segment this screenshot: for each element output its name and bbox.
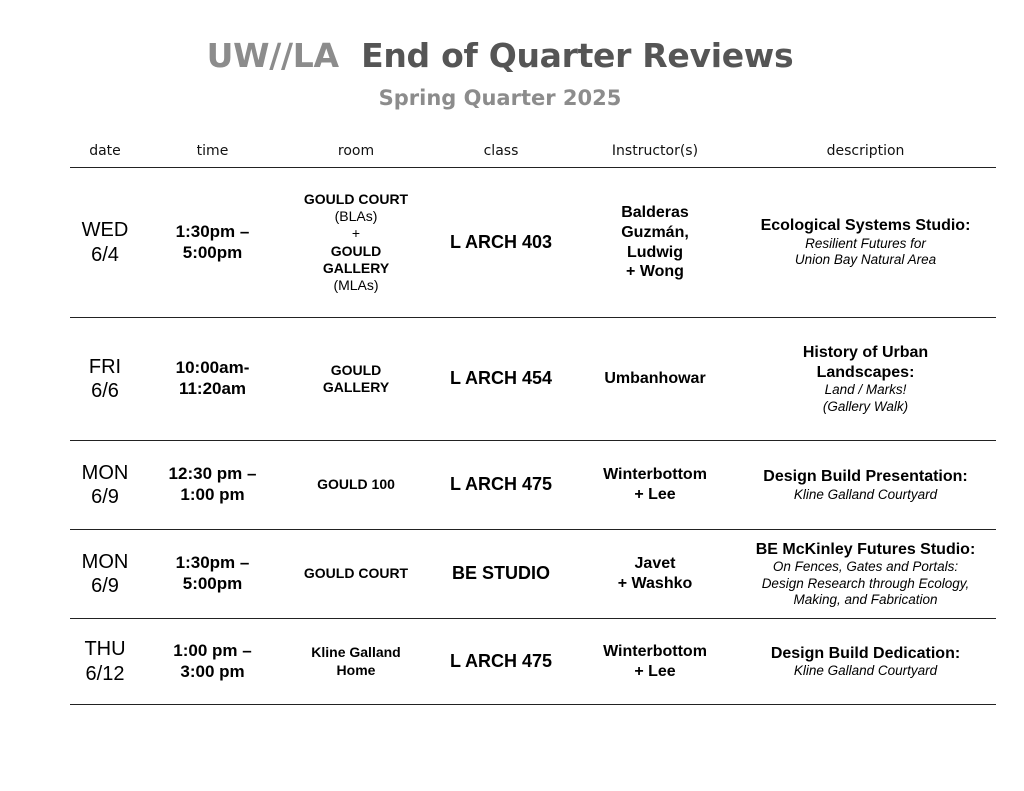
instructors-cell [575, 168, 735, 318]
date-cell [70, 168, 140, 318]
description-detail: Kline Galland Courtyard [793, 486, 938, 502]
date-line: WED [81, 219, 129, 242]
instructor-line: Umbanhowar [604, 370, 706, 388]
room-line: GOULD COURT [303, 191, 409, 208]
description-detail: Design Research through Ecology, [761, 575, 970, 591]
instructor-line: Winterbottom [603, 466, 707, 484]
date-line: THU [84, 638, 126, 661]
date-line: 6/4 [91, 243, 119, 266]
description-cell [735, 318, 996, 441]
date-line: 6/9 [91, 486, 119, 508]
description-detail: (Gallery Walk) [822, 398, 909, 414]
date-line: 6/9 [91, 575, 119, 597]
time-line: 3:00 pm [180, 661, 245, 681]
time-cell [140, 441, 285, 530]
description-cell [735, 168, 996, 318]
time-cell [140, 619, 285, 705]
description-title: Design Build Dedication: [770, 644, 961, 662]
date-line: MON [81, 461, 129, 484]
date-cell [70, 530, 140, 619]
description-cell [735, 530, 996, 619]
time-line: 1:00 pm – [173, 640, 252, 660]
time-line: 10:00am- [175, 358, 250, 378]
table-row [70, 530, 996, 619]
instructor-line: + Lee [634, 486, 676, 503]
description-detail: Union Bay Natural Area [794, 252, 937, 268]
room-line: GOULD [330, 242, 382, 259]
class-cell: L ARCH 475 [427, 619, 575, 705]
room-line: GOULD COURT [303, 565, 409, 582]
room-cell [285, 168, 427, 318]
column-header-time: time [140, 135, 285, 168]
room-line: GALLERY [322, 379, 390, 395]
room-line: GOULD [330, 361, 382, 378]
instructor-line: + Washko [617, 575, 693, 592]
instructors-cell [575, 619, 735, 705]
room-cell [285, 318, 427, 441]
table-row [70, 619, 996, 705]
column-header-date: date [70, 135, 140, 168]
description-title: BE McKinley Futures Studio: [755, 540, 976, 558]
class-cell: L ARCH 475 [427, 441, 575, 530]
time-line: 1:00 pm [180, 485, 245, 504]
date-line: 6/12 [85, 662, 125, 685]
room-line: Kline Galland [311, 644, 401, 661]
time-line: 5:00pm [182, 242, 243, 262]
instructor-line: Guzmán, [621, 223, 689, 241]
time-line: 1:30pm – [175, 553, 250, 573]
schedule-table [70, 135, 996, 705]
room-line: (BLAs) [334, 208, 378, 225]
description-detail: Land / Marks! [824, 382, 907, 398]
instructor-line: Balderas [621, 204, 689, 222]
date-line: FRI [88, 355, 122, 378]
date-line: MON [81, 550, 129, 573]
class-cell: BE STUDIO [427, 530, 575, 619]
time-cell [140, 530, 285, 619]
class-cell: L ARCH 403 [427, 168, 575, 318]
date-cell [70, 441, 140, 530]
date-cell [70, 318, 140, 441]
description-title: Landscapes: [816, 363, 915, 381]
description-detail: Making, and Fabrication [793, 591, 938, 607]
column-header-class: class [427, 135, 575, 168]
description-title: Design Build Presentation: [763, 468, 968, 485]
room-cell [285, 619, 427, 705]
instructor-line: Ludwig [627, 243, 683, 261]
time-cell [140, 168, 285, 318]
room-line: + [351, 225, 361, 242]
table-row [70, 318, 996, 441]
page-title [0, 36, 1000, 75]
description-detail: Resilient Futures for [805, 235, 926, 251]
date-line: 6/6 [91, 380, 119, 402]
column-header-instructors: Instructor(s) [575, 135, 735, 168]
instructors-cell [575, 318, 735, 441]
page-subtitle: Spring Quarter 2025 [378, 86, 622, 110]
instructors-cell [575, 441, 735, 530]
description-cell [735, 619, 996, 705]
description-cell [735, 441, 996, 530]
room-cell [285, 441, 427, 530]
description-title: History of Urban [802, 344, 929, 362]
table-header-row [70, 135, 996, 168]
room-line: Home [336, 661, 376, 678]
room-cell [285, 530, 427, 619]
title-prefix: UW//LA [206, 36, 339, 75]
instructor-line: Winterbottom [603, 642, 707, 660]
time-cell [140, 318, 285, 441]
instructor-line: + Lee [634, 662, 676, 680]
time-line: 11:20am [178, 379, 247, 398]
date-cell [70, 619, 140, 705]
room-line: (MLAs) [333, 276, 379, 293]
table-row [70, 441, 996, 530]
room-line: GOULD 100 [317, 476, 395, 493]
room-line: GALLERY [322, 259, 390, 276]
class-cell: L ARCH 454 [427, 318, 575, 441]
description-detail: Kline Galland Courtyard [793, 663, 938, 679]
instructor-line: + Wong [626, 263, 684, 281]
title-main: End of Quarter Reviews [361, 36, 794, 75]
description-detail: On Fences, Gates and Portals: [772, 559, 959, 575]
description-title: Ecological Systems Studio: [760, 217, 971, 235]
time-line: 1:30pm – [175, 221, 250, 241]
instructor-line: Javet [634, 555, 676, 573]
time-line: 12:30 pm – [168, 464, 257, 484]
table-row [70, 168, 996, 318]
column-header-description: description [735, 135, 996, 168]
column-header-room: room [285, 135, 427, 168]
time-line: 5:00pm [182, 574, 243, 593]
instructors-cell [575, 530, 735, 619]
